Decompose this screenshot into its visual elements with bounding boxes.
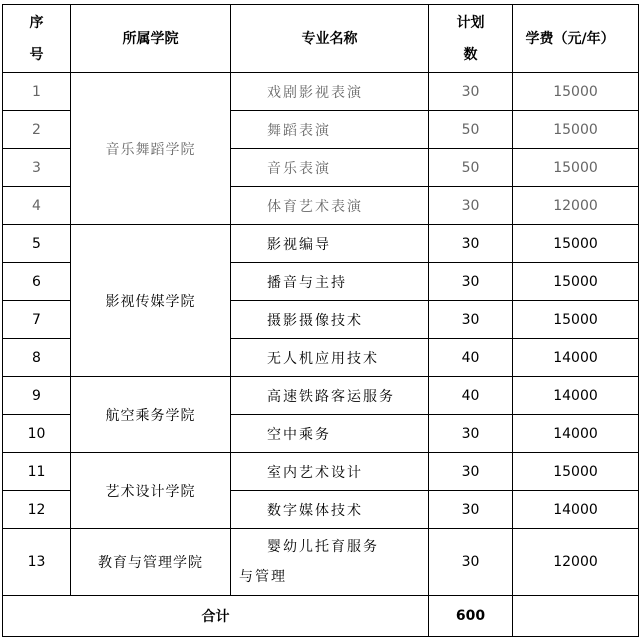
row-plan: 30 (429, 301, 513, 339)
row-major: 摄影摄像技术 (231, 301, 429, 339)
table-row (3, 377, 639, 415)
table-row (3, 529, 639, 596)
header-plan (429, 5, 513, 73)
college-cell: 影视传媒学院 (71, 225, 231, 377)
row-seq: 8 (3, 339, 71, 377)
row-major: 播音与主持 (231, 263, 429, 301)
college-cell: 音乐舞蹈学院 (71, 73, 231, 225)
row-seq: 9 (3, 377, 71, 415)
total-label: 合计 (3, 596, 429, 637)
row-major: 空中乘务 (231, 415, 429, 453)
row-major (231, 529, 429, 596)
row-plan: 40 (429, 339, 513, 377)
college-cell: 艺术设计学院 (71, 453, 231, 529)
enrollment-plan-table (2, 4, 639, 637)
row-major: 高速铁路客运服务 (231, 377, 429, 415)
header-fee (513, 5, 639, 73)
table-row (3, 73, 639, 111)
row-seq: 12 (3, 491, 71, 529)
row-seq: 3 (3, 149, 71, 187)
row-seq: 1 (3, 73, 71, 111)
row-plan: 30 (429, 529, 513, 596)
row-fee: 15000 (513, 263, 639, 301)
college-cell: 航空乘务学院 (71, 377, 231, 453)
row-major: 戏剧影视表演 (231, 73, 429, 111)
row-major: 音乐表演 (231, 149, 429, 187)
row-plan: 50 (429, 111, 513, 149)
row-fee: 14000 (513, 415, 639, 453)
row-plan: 30 (429, 491, 513, 529)
header-plan-line2: 数 (463, 46, 478, 63)
row-major-text: 婴幼儿托育服务与管理 (239, 539, 379, 585)
total-plan: 600 (429, 596, 513, 637)
row-fee: 15000 (513, 225, 639, 263)
row-seq: 7 (3, 301, 71, 339)
row-fee: 15000 (513, 301, 639, 339)
row-plan: 30 (429, 187, 513, 225)
row-plan: 30 (429, 263, 513, 301)
row-plan: 50 (429, 149, 513, 187)
row-plan: 30 (429, 225, 513, 263)
total-fee-empty (513, 596, 639, 637)
row-fee: 15000 (513, 149, 639, 187)
row-fee: 15000 (513, 453, 639, 491)
header-row (3, 5, 639, 73)
table-row (3, 225, 639, 263)
row-major: 舞蹈表演 (231, 111, 429, 149)
row-seq: 2 (3, 111, 71, 149)
header-fee-text: 学费（元/年） (525, 30, 615, 47)
college-cell: 教育与管理学院 (71, 529, 231, 596)
header-college: 所属学院 (71, 5, 231, 73)
row-seq: 4 (3, 187, 71, 225)
table-row (3, 453, 639, 491)
row-fee: 12000 (513, 529, 639, 596)
row-seq: 10 (3, 415, 71, 453)
row-major: 体育艺术表演 (231, 187, 429, 225)
row-plan: 40 (429, 377, 513, 415)
row-seq: 6 (3, 263, 71, 301)
row-fee: 14000 (513, 491, 639, 529)
row-seq: 5 (3, 225, 71, 263)
row-major: 影视编导 (231, 225, 429, 263)
row-fee: 14000 (513, 377, 639, 415)
row-fee: 14000 (513, 339, 639, 377)
row-fee: 12000 (513, 187, 639, 225)
row-fee: 15000 (513, 73, 639, 111)
row-seq: 11 (3, 453, 71, 491)
row-plan: 30 (429, 73, 513, 111)
row-major: 数字媒体技术 (231, 491, 429, 529)
total-row (3, 596, 639, 637)
header-major: 专业名称 (231, 5, 429, 73)
row-plan: 30 (429, 453, 513, 491)
row-seq: 13 (3, 529, 71, 596)
row-fee: 15000 (513, 111, 639, 149)
header-seq (3, 5, 71, 73)
header-seq-line2: 号 (29, 46, 44, 63)
row-major: 无人机应用技术 (231, 339, 429, 377)
header-plan-line1: 计划 (456, 14, 485, 31)
header-seq-line1: 序 (29, 14, 44, 31)
row-major: 室内艺术设计 (231, 453, 429, 491)
row-plan: 30 (429, 415, 513, 453)
